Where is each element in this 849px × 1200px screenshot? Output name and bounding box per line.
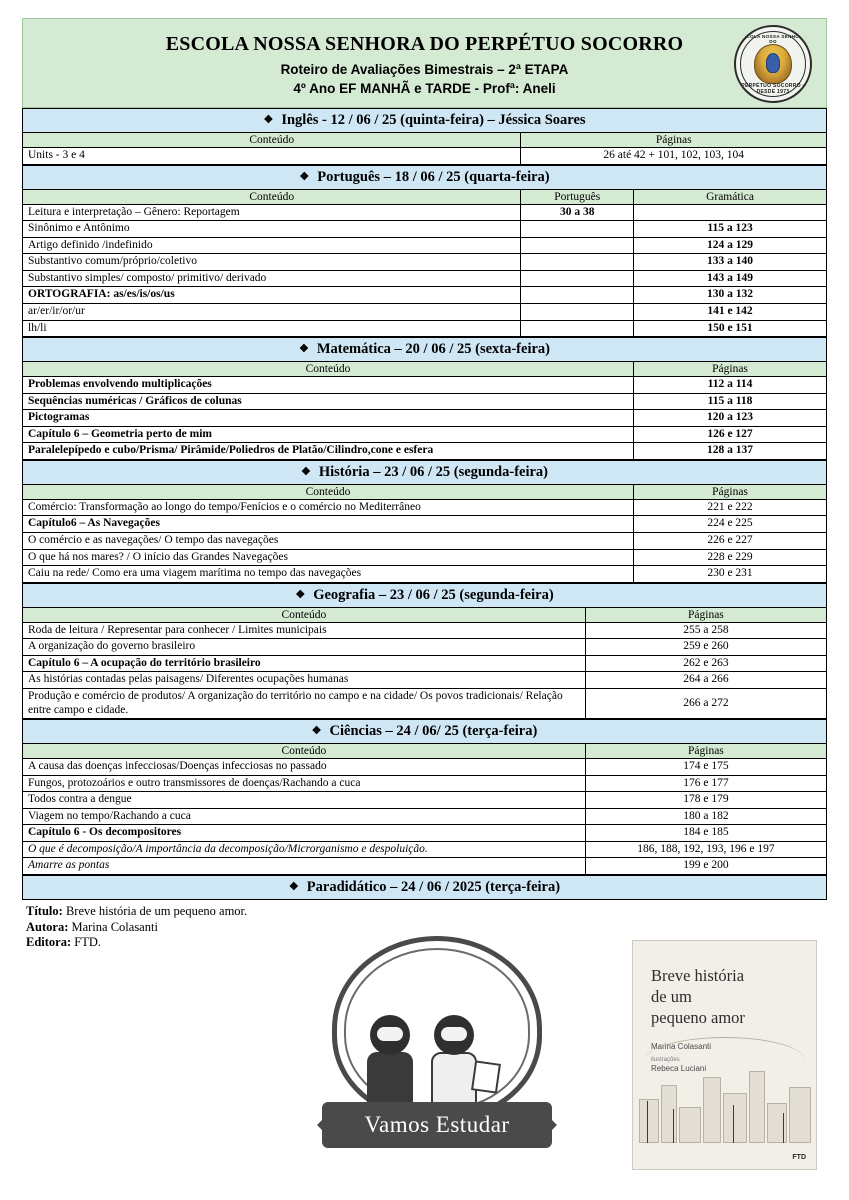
section-table-geografia (22, 583, 827, 719)
table-row (23, 377, 827, 394)
table-row (23, 639, 827, 656)
col-paginas: Páginas (634, 484, 827, 499)
column-headers (23, 133, 827, 148)
cell-conteudo: O que é decomposição/A importância da decomposição/Microrganismo e despoluição. (23, 841, 586, 858)
book-publisher-label: Editora: (26, 935, 72, 950)
table-row (23, 393, 827, 410)
vamos-estudar-emblem (322, 936, 552, 1156)
cell-conteudo: Paralelepípedo e cubo/Prisma/ Pirâmide/Poliedros de Platão/Cilindro,cone e esfera (23, 443, 634, 460)
table-row (23, 237, 827, 254)
book-author-line (26, 920, 827, 936)
column-headers (23, 362, 827, 377)
cell-paginas: 176 e 177 (585, 775, 826, 792)
subject-title: Paradidático – 24 / 06 / 2025 (terça-feira) (306, 879, 561, 895)
column-headers (23, 484, 827, 499)
table-row (23, 320, 827, 337)
cell-paginas: 180 a 182 (585, 808, 826, 825)
col-conteudo: Conteúdo (23, 607, 586, 622)
table-row (23, 655, 827, 672)
cell-paginas: 184 e 185 (585, 825, 826, 842)
cell-conteudo: ORTOGRAFIA: as/es/is/os/us (23, 287, 521, 304)
cell-portugues (521, 237, 634, 254)
column-headers (23, 189, 827, 204)
subject-title: Geografia – 23 / 06 / 25 (segunda-feira) (313, 586, 554, 603)
section-table-historia (22, 460, 827, 583)
subject-header-geografia (23, 583, 827, 607)
cell-conteudo: Viagem no tempo/Rachando a cuca (23, 808, 586, 825)
table-row (23, 287, 827, 304)
cell-paginas: 226 e 227 (634, 533, 827, 550)
cell-conteudo: Problemas envolvendo multiplicações (23, 377, 634, 394)
col-portugues: Português (521, 189, 634, 204)
cell-conteudo: Comércio: Transformação ao longo do tempo/Fenícios e o comércio no Mediterrâneo (23, 499, 634, 516)
table-row (23, 858, 827, 875)
diamond-icon: ❖ (298, 343, 309, 356)
section-table-ciencias (22, 719, 827, 875)
cell-conteudo: As histórias contadas pelas paisagens/ Diferentes ocupações humanas (23, 672, 586, 689)
cell-paginas: 230 e 231 (634, 566, 827, 583)
cell-conteudo: Substantivo comum/próprio/coletivo (23, 254, 521, 271)
table-row (23, 549, 827, 566)
cover-title (651, 965, 816, 1028)
subject-header-ingles (23, 109, 827, 133)
cell-paginas: 174 e 175 (585, 759, 826, 776)
document-header (22, 18, 827, 108)
book-author-label: Autora: (26, 919, 69, 934)
cell-gramatica (634, 204, 827, 221)
subject-title: Matemática – 20 / 06 / 25 (sexta-feira) (316, 341, 550, 358)
cover-illustration-label: ilustrações (651, 1057, 680, 1064)
cell-conteudo: Amarre as pontas (23, 858, 586, 875)
col-conteudo: Conteúdo (23, 362, 634, 377)
logo-top-text: ESCOLA NOSSA SENHORA DO (739, 34, 807, 44)
cover-publisher: FTD (792, 1154, 806, 1161)
student-boy-icon (434, 1015, 477, 1108)
diamond-icon: ❖ (263, 114, 274, 126)
cell-conteudo: Capítulo 6 – Geometria perto de mim (23, 426, 634, 443)
cell-paginas: 126 e 127 (634, 426, 827, 443)
cell-portugues (521, 287, 634, 304)
book-author-value: Marina Colasanti (71, 919, 158, 934)
cell-conteudo: O que há nos mares? / O início das Grandes Navegações (23, 549, 634, 566)
table-row (23, 566, 827, 583)
table-row (23, 792, 827, 809)
cell-paginas: 199 e 200 (585, 858, 826, 875)
table-row (23, 426, 827, 443)
section-table-ingles (22, 108, 827, 165)
subject-header-historia (23, 460, 827, 484)
cell-conteudo: A organização do governo brasileiro (23, 639, 586, 656)
cell-conteudo: Produção e comércio de produtos/ A organização do território no campo e na cidade/ Os povos tradicionais/ Relação entre campo e cidade. (23, 688, 586, 718)
col-conteudo: Conteúdo (23, 133, 521, 148)
table-row (23, 148, 827, 165)
col-conteudo: Conteúdo (23, 744, 586, 759)
cell-conteudo: Roda de leitura / Representar para conhecer / Limites municipais (23, 622, 586, 639)
table-row (23, 221, 827, 238)
school-logo-icon (734, 25, 812, 103)
cell-portugues (521, 270, 634, 287)
table-row (23, 825, 827, 842)
cell-conteudo: Leitura e interpretação – Gênero: Reportagem (23, 204, 521, 221)
cell-conteudo: ar/er/ir/or/ur (23, 303, 521, 320)
cell-conteudo: A causa das doenças infecciosas/Doenças infecciosas no passado (23, 759, 586, 776)
cell-conteudo: Sequências numéricas / Gráficos de colunas (23, 393, 634, 410)
header-subtitle-1: Roteiro de Avaliações Bimestrais – 2ª ETAPA (280, 62, 569, 77)
cover-title-line3: pequeno amor (651, 1008, 745, 1028)
illustrations-area (22, 936, 827, 1186)
subject-header-portugues (23, 165, 827, 189)
table-row (23, 443, 827, 460)
table-row (23, 516, 827, 533)
col-gramatica: Gramática (634, 189, 827, 204)
col-conteudo: Conteúdo (23, 189, 521, 204)
cell-conteudo: Substantivo simples/ composto/ primitivo/ derivado (23, 270, 521, 287)
table-row (23, 204, 827, 221)
cell-paginas: 259 e 260 (585, 639, 826, 656)
table-row (23, 808, 827, 825)
cell-paginas: 262 e 263 (585, 655, 826, 672)
col-conteudo: Conteúdo (23, 484, 634, 499)
cell-conteudo: Todos contra a dengue (23, 792, 586, 809)
cell-paginas: 115 a 118 (634, 393, 827, 410)
cell-gramatica: 124 a 129 (634, 237, 827, 254)
col-paginas: Páginas (585, 607, 826, 622)
subject-title: Inglês - 12 / 06 / 25 (quinta-feira) – Jéssica Soares (281, 112, 586, 128)
table-row (23, 499, 827, 516)
cell-conteudo: Fungos, protozoários e outro transmissores de doenças/Rachando a cuca (23, 775, 586, 792)
cell-conteudo: Units - 3 e 4 (23, 148, 521, 165)
diamond-icon: ❖ (311, 725, 322, 738)
cell-gramatica: 141 e 142 (634, 303, 827, 320)
cell-portugues (521, 320, 634, 337)
cell-paginas: 128 a 137 (634, 443, 827, 460)
table-row (23, 775, 827, 792)
cell-paginas: 224 e 225 (634, 516, 827, 533)
col-paginas: Páginas (634, 362, 827, 377)
cover-author: Marina Colasanti (651, 1042, 712, 1052)
book-publisher-value: FTD. (74, 935, 102, 950)
cell-conteudo: Pictogramas (23, 410, 634, 427)
cell-paginas: 221 e 222 (634, 499, 827, 516)
table-row (23, 410, 827, 427)
subject-title: Ciências – 24 / 06/ 25 (terça-feira) (329, 723, 538, 740)
cell-paginas: 120 a 123 (634, 410, 827, 427)
diamond-icon: ❖ (295, 588, 306, 601)
col-paginas: Páginas (521, 133, 827, 148)
cell-conteudo: lh/li (23, 320, 521, 337)
cell-gramatica: 133 a 140 (634, 254, 827, 271)
cell-conteudo: Sinônimo e Antônimo (23, 221, 521, 238)
cell-portugues (521, 221, 634, 238)
diamond-icon: ❖ (299, 170, 310, 183)
cell-conteudo: Capítulo 6 - Os decompositores (23, 825, 586, 842)
cell-conteudo: Artigo definido /indefinido (23, 237, 521, 254)
table-row (23, 688, 827, 718)
subject-header-ciencias (23, 720, 827, 744)
cover-title-line2: de um (651, 987, 692, 1007)
book-title-line (26, 904, 827, 920)
table-row (23, 672, 827, 689)
cell-conteudo: Caiu na rede/ Como era uma viagem marítima no tempo das navegações (23, 566, 634, 583)
cell-conteudo: Capítulo 6 – A ocupação do território brasileiro (23, 655, 586, 672)
book-title-value: Breve história de um pequeno amor. (65, 904, 248, 918)
diamond-icon: ❖ (300, 465, 311, 478)
book-cover-image (632, 940, 817, 1170)
cell-paginas: 255 a 258 (585, 622, 826, 639)
subject-header-matematica (23, 338, 827, 362)
cell-conteudo: Capítulo6 – As Navegações (23, 516, 634, 533)
cell-gramatica: 150 e 151 (634, 320, 827, 337)
cell-gramatica: 115 a 123 (634, 221, 827, 238)
school-name: ESCOLA NOSSA SENHORA DO PERPÉTUO SOCORRO (165, 33, 684, 55)
column-headers (23, 744, 827, 759)
cell-portugues (521, 303, 634, 320)
section-table-matematica (22, 337, 827, 460)
student-girl-icon (370, 1015, 413, 1108)
cell-portugues: 30 a 38 (521, 204, 634, 221)
logo-bottom-text: PERPÉTUO SOCORRO • DESDE 1973 (741, 83, 805, 95)
subject-title: Português – 18 / 06 / 25 (quarta-feira) (317, 168, 550, 185)
table-row (23, 533, 827, 550)
cover-title-line1: Breve história (651, 966, 745, 985)
table-row (23, 841, 827, 858)
cell-paginas: 266 a 272 (585, 688, 826, 718)
cover-illustrator: Rebeca Luciani (651, 1064, 707, 1074)
cell-portugues (521, 254, 634, 271)
cell-paginas: 178 e 179 (585, 792, 826, 809)
cover-cityscape-icon (633, 1055, 816, 1143)
header-subtitle-2: 4º Ano EF MANHÃ e TARDE - Profª: Aneli (293, 81, 556, 96)
cell-conteudo: O comércio e as navegações/ O tempo das navegações (23, 533, 634, 550)
subject-header-paradidatico (23, 876, 827, 900)
cell-gramatica: 143 a 149 (634, 270, 827, 287)
table-row (23, 303, 827, 320)
table-row (23, 270, 827, 287)
column-headers (23, 607, 827, 622)
book-title-label: Título: (26, 904, 63, 918)
col-paginas: Páginas (585, 744, 826, 759)
cell-paginas: 264 a 266 (585, 672, 826, 689)
diamond-icon: ❖ (288, 881, 299, 893)
cell-gramatica: 130 a 132 (634, 287, 827, 304)
table-row (23, 759, 827, 776)
cell-paginas: 228 e 229 (634, 549, 827, 566)
section-table-portugues (22, 165, 827, 338)
section-table-paradidatico (22, 875, 827, 900)
subject-title: História – 23 / 06 / 25 (segunda-feira) (318, 463, 549, 480)
cell-paginas: 186, 188, 192, 193, 196 e 197 (585, 841, 826, 858)
table-row (23, 254, 827, 271)
cell-paginas: 26 até 42 + 101, 102, 103, 104 (521, 148, 827, 165)
emblem-caption: Vamos Estudar (322, 1102, 552, 1148)
table-row (23, 622, 827, 639)
cell-paginas: 112 a 114 (634, 377, 827, 394)
